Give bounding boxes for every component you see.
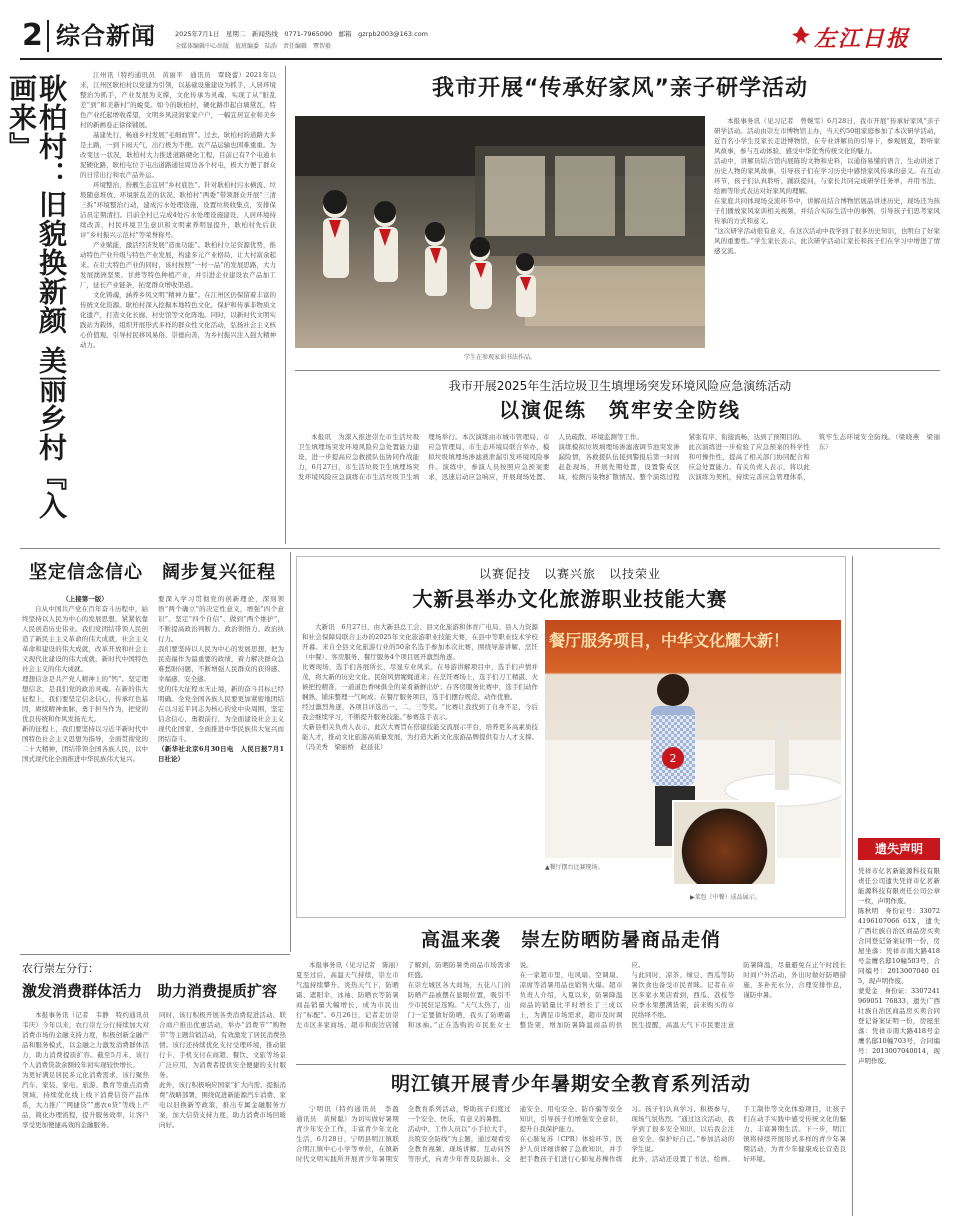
s5-photo2 (672, 800, 777, 886)
s2-headline: 我市开展“传承好家风”亲子研学活动 (432, 76, 808, 101)
s7-kicker: 农行崇左分行： (22, 962, 99, 975)
s8-headline: 明江镇开展青少年暑期安全教育系列活动 (390, 1073, 751, 1095)
notice-body: 凭祥市亿茗新能源科技有限责任公司遗失凭祥市亿茗新能源科技有限责任公司公章一枚，声明作废。 陈秋明 身份证号：330724196107066 61X，遗失广西壮族自治区商品房买卖合同登记备案证明一份，房屋坐落：凭祥市南大路418号金鹰名邸10幢503号，合同编号：2013007040 015，现声明作废。 蒙爱金 身份证：3307241969051 76833，遗失广西壮族自治区商品房买卖合同登记备案证明一份，房屋坐落：凭祥市南大路418号金鹰名邸10幢703号，合同编号：2013007040014，现声明作废。 (858, 867, 940, 1065)
paper-name: 左江日报 (814, 26, 911, 52)
s1-paragraph: 基建先行，畅通乡村发展“毛细血管”。过去，耿柏村的道路大多是土路，一到下雨天气，出行极为不便。农产品运输也困难重重。为改变这一状况，耿柏村大力推进道路硬化工程，目前已有7个屯通水泥硬化路，耿柏屯位于屯出道路通往周边各个村屯，极大方便了群众的日常出行和农产品外运。 (80, 131, 276, 179)
s5-caption2: ▶菜包（中餐）成品展示。 (690, 894, 761, 901)
section-divider (20, 548, 940, 549)
page-number: 2 (22, 18, 43, 53)
s3-kicker: 我市开展2025年生活垃圾卫生填埋场突发环境风险应急演练活动 (448, 379, 792, 393)
notice-title: 遗失声明 (858, 838, 940, 860)
s1-body (80, 70, 276, 540)
s7-headline: 激发消费群体活力 助力消费提质扩容 (22, 982, 278, 1000)
s7-body: 本报事务讯（记者 韦静 特约通讯员 韦庆）今年以来，农行崇左分行持续加大对消费市场的金融支持力度，积极创新金融产品和服务模式，以金融之力激发消费群体活力，助力消费提质扩容。截至5月末，该行个人消费贷款余额较年初实现较快增长。 为更好满足居民多元化消费需求，该行聚焦汽车、家装、家电、旅游、教育等重点消费领域，持续优化线上线下消费信贷产品体系，大力推广“网捷贷”“惠农e贷”等线上产品，简化办理流程，提升服务效率，让客户享受更加便捷高效的金融服务。 同时，该行积极开展各类消费促进活动，联合商户推出优惠活动，举办“消费节”“购物节”等主题营销活动，有效激发了居民消费热情。该行还持续优化支付受理环境，推动银行卡、手机支付在商超、餐饮、文旅等场景广泛应用，为消费者提供安全便捷的支付服务。 此外，该行积极响应国家“扩大内需、提振消费”战略部署，围绕促进新能源汽车消费、家电以旧换新等政策，推出专属金融服务方案，加大信贷支持力度，助力消费市场回暖向好。 (22, 1011, 286, 1129)
section-divider (296, 1064, 846, 1065)
s2-body: 本报事务讯（见习记者 曾婉雯）6月28日，我市开展“传承好家风”亲子研学活动。活动由崇左市博物馆主办，当天约50组家庭参加了本次研学活动，近百名小学生及家长走进博物馆，在专业讲解员的引导下，参观展览，聆听家风故事，参与互动体验，感受中华优秀传统文化的魅力。 活动中，讲解员结合馆内展陈的文物和史料，以通俗易懂的语言，生动讲述了历史人物的家风故事，引导孩子们在学习历史中感悟家风传承的意义。在互动环节，孩子们认真聆听、踊跃提问，与家长共同完成研学任务单，并用书法、绘画等形式表达对好家风的理解。 在家庭共同体现场交流环节中，讲解员结合博物馆展品讲述历史，现场还为孩子们播放家风家训相关视频，并结合实际生活中的事例，引导孩子们思考家风传承的方式和意义。 “这次研学活动很有意义，在这次活动中我学到了很多历史知识，也明白了好家风的重要性。”学生家长表示，此次研学活动让家长和孩子们在学习中增进了情感交流。 (714, 117, 940, 255)
s1-paragraph: 产业赋能，激活经济发展“造血功能”。耿柏村立足资源优势，推动特色产业升级与特色产业发展，构建多元产业格局，让大村富余起来。在壮大特色产业的同时，该村按照“一村一品”的发展思路，大力发展澳洲坚果、甘蔗等特色种植产业，并引进企业建设农产品加工厂，延长产业链条，拓宽群众增收渠道。 (80, 241, 276, 289)
column-divider (285, 66, 286, 544)
masthead-info-line2: 全媒体编辑中心出版 值班编委 陆浩 责任编辑 覃智毅 (175, 43, 332, 50)
masthead-info-line1: 2025年7月1日 星期二 新闻热线 0771-7965090 邮箱 gzrpb2003@163.com (175, 30, 429, 38)
column-divider (290, 552, 291, 952)
section-divider (20, 954, 290, 955)
masthead-rule (20, 58, 942, 60)
s1-paragraph: 江州讯（特约通讯员 黄丽平 通讯员 覃晓蕾）2021年以来，江州区耿柏村以党建为引领，以基础设施建设为抓手，人居环境整治为抓手，产业发展为支撑，文化传承为灵魂，实现了从“脏乱差”到“和美新村”的蜕变。如今的耿柏村，硬化路串起白墙黛瓦，特色产业托起增收希望，文明乡风浸润家家户户，一幅宜居宜业和美乡村的新画卷正徐徐铺展。 (80, 71, 276, 129)
page-number-divider (47, 20, 49, 52)
s3-body: 本报讯 为深入推进崇左市生活垃圾卫生填埋场突发环境风险应急处置能力建设，进一步提高应急救援队伍协同作战能力，6月27日，市生活垃圾卫生填埋场突发环境风险应急演练在市生活垃圾卫生填埋场举行。本次演练由市城市管理局、市应急管理局、市生态环境局联合举办，模拟垃圾填埋场渗滤液泄漏引发环境风险事件。演练中，参演人员按照应急预案要求，迅速启动应急响应，开展现场处置、人员疏散、环境监测等工作。 演练模拟垃圾填埋场渗滤液调节池突发渗漏险情，各救援队伍接到警报后第一时间赶赴现场，开展先期处置，设置警戒区域，检测污染物扩散情况。整个演练过程紧张有序、衔接流畅，达到了预期目的。 此次演练进一步检验了应急预案的科学性和可操作性，提高了相关部门协同配合和应急处置能力。有关负责人表示，将以此次演练为契机，持续完善应急管理体系，筑牢生态环境安全防线。（梁晓燕 梁丽东） (298, 433, 940, 481)
s4-author: （上接第一版） (62, 595, 108, 603)
s6-headline: 高温来袭 崇左防晒防暑商品走俏 (420, 929, 721, 951)
s1-paragraph: 文化铸魂，涵养乡风文明“精神力量”。在江州区仍保留着丰富的传统文化资源。耿柏村深入挖掘本地特色文化，保护和传承非物质文化遗产，打造文化长廊、村史馆等文化阵地。同时，以新时代文明实践站为载体，组织开展形式多样的群众性文化活动，弘扬社会主义核心价值观，引导村民移风易俗、崇德向善，为乡村振兴注入强大精神动力。 (80, 291, 276, 349)
masthead (0, 0, 960, 62)
s4-source: （新华社北京6月30日电 人民日报7月1日社论） (158, 745, 284, 763)
s5-kicker: 以赛促技 以赛兴旅 以技荣业 (478, 567, 661, 581)
s5-headline: 大新县举办文化旅游职业技能大赛 (412, 587, 728, 611)
s3-headline: 以演促练 筑牢安全防线 (499, 398, 741, 422)
column-divider (852, 556, 853, 1216)
s6-body: 本报事务讯（见习记者 陈丽）夏至过后，高温天气持续，崇左市气温持续攀升。炎热天气下，防晒霜、遮阳伞、冰袖、防晒衣等防暑商品销量大幅增长，成为市民出行“标配”。6月26日，记者走访崇左市区多家商场、超市和街边店铺了解到，防晒防暑类商品市场需求旺盛。 在崇左城区各大商场，五花八门的防晒产品被摆在显眼位置，吸引不少市民驻足选购。“天气太热了，出门一定要做好防晒，我买了防晒霜和冰袖。”正在选购的市民张女士说。 在一家超市里，电风扇、空调扇、凉席等消暑用品也销售火爆。超市负责人介绍，入夏以来，防暑降温商品的销量比平时增长了三成以上，为满足市场需求，超市及时调整货架，增加防暑降温商品的供应。 与此同时，凉茶、绿豆、西瓜等防暑饮食也备受市民青睐。记者在市区多家水果店看到，西瓜、荔枝等应季水果摆满货架，前来购买的市民络绎不绝。 医生提醒，高温天气下市民要注意防暑降温，尽量避免在正午时段长时间户外活动，外出时做好防晒措施，多补充水分，合理安排作息，谨防中暑。 (296, 961, 846, 1029)
s2-photo-caption: 学生在参观家训书法作品。 (463, 354, 536, 361)
s5-banner-text: 餐厅服务项目，中华文化耀大新！ (549, 631, 790, 650)
s2-photo (295, 116, 705, 348)
s5-body: 大新讯 6月27日，由大新县总工会、县文化旅游和体育广电局、县人力资源和社会保障局联合主办的2025年文化旅游职业技能大赛，在县中等职业技术学校开幕。来自全县文化旅游行业的50余名选手参加本次比赛，围绕导游讲解、烹饪（中餐）、客房服务、餐厅服务4个项目展开激烈角逐。 比赛现场，选手们各展所长、尽显专业风采。在导游讲解项目中，选手们声情并茂，将大新的历史文化、民俗风情娓娓道来；在烹饪赛场上，选手们刀工精湛、火候把控精准，一道道色香味俱全的菜肴新鲜出炉；在客房服务比赛中，选手们动作娴熟，铺床整理一气呵成；在餐厅服务项目，选手们摆台规范、动作优雅。 经过激烈角逐，各项目评选出一、二、三等奖。“比赛让我找到了自身不足，今后我会继续学习，不断提升服务技能。”参赛选手表示。 大新县相关负责人表示，此次大赛旨在搭建技能交流展示平台，培养更多高素质技能人才，推动文化旅游高质量发展，为打造大新文化旅游品牌提供有力人才支撑。（冯美秀 梁丽桥 赵延花） (302, 623, 538, 751)
section-title: 综合新闻 (56, 22, 156, 50)
s4-body (22, 594, 284, 944)
s1-paragraph: 环境整治，扮靓生态宜居“乡村底色”。针对耿柏村污水横流、垃圾随意堆放、环境脏乱差的状况，耿柏村“两委”带领群众开展“三清三拆”环境整治行动，建成污水处理设施，设置垃圾收集点，安排保洁员定期清扫。目前全村已完成4处污水处理设施建设、人居环境持续改善，村民环境卫生意识和文明素养明显提升，耿柏村先后获评“乡村振兴示范村”等荣誉称号。 (80, 181, 276, 239)
paper-logo-icon (790, 24, 812, 46)
s8-body: 宁明讯（特约通讯员 李盈 通讯员 黄树聪）为切实做好暑期青少年安全工作，丰富青少年文化生活，6月28日，宁明县明江镇联合明江镇中心小学等单位，在镇新时代文明实践所开展青少年暑期安全教育系列活动，帮助孩子们度过一个安全、快乐、有意义的暑假。 活动中，工作人员以“小手拉大手，共筑安全防线”为主题，通过观看安全教育视频、现场讲解、互动问答等形式，向青少年普及防溺水、交通安全、用电安全、防诈骗等安全知识，引导孩子们增强安全意识，提升自我保护能力。 在心肺复苏（CPR）体验环节，医护人员详细讲解了急救知识，并手把手教孩子们进行心肺复苏操作练习。孩子们认真学习、积极参与，现场气氛热烈。“通过这次活动，我学到了很多安全知识，以后我会注意安全，保护好自己。”参加活动的学生说。 此外，活动还设置了书法、绘画、手工制作等文化体验项目，让孩子们在动手实践中感受传统文化的魅力，丰富暑期生活。下一步，明江镇将持续开展形式多样的青少年暑期活动，为青少年健康成长营造良好环境。 (296, 1105, 846, 1163)
section-divider (295, 370, 940, 371)
s4-text: 自从中国共产党在百年奋斗历程中，始终坚持以人民为中心的发展思想，紧紧依靠人民创造历史伟业。我们党团结带领人民创造了新民主主义革命的伟大成就，社会主义革命和建设的伟大成就，改革开放和社会主义现代化建设的伟大成就，新时代中国特色社会主义的伟大成就。 理想信念是共产党人精神上的“钙”。坚定理想信念，是我们党的政治灵魂。在新的伟大征程上，我们要坚定信念信心，传承红色基因，赓续精神血脉，勇于担当作为，把党的优良传统和作风发扬光大。 新的征程上，我们要坚持以习近平新时代中国特色社会主义思想为指导，全面贯彻党的二十大精神，团结带领全国各族人民，以中国式现代化全面推进中华民族伟大复兴。 要深入学习贯彻党的创新理论，深刻领悟“两个确立”的决定性意义，增强“四个意识”、坚定“四个自信”、做到“两个维护”，不断提高政治判断力、政治领悟力、政治执行力。 我们要坚持以人民为中心的发展思想，把为民造福作为最重要的政绩，着力解决群众急难愁盼问题，不断增强人民群众的获得感、幸福感、安全感。 党的伟大征程永无止境，新的奋斗目标已经明确。全党全国各族人民要更加紧密地团结在以习近平同志为核心的党中央周围，坚定信念信心，勇毅前行，为全面建设社会主义现代化国家、全面推进中华民族伟大复兴而团结奋斗。 (22, 595, 284, 763)
s4-headline: 坚定信念信心 阔步复兴征程 (29, 562, 276, 583)
s5-caption1: ▲餐厅摆台比赛现场。 (545, 864, 604, 871)
s1-headline: 耿柏村：旧貌换新颜 美丽乡村『入画来』 (5, 74, 68, 520)
svg-text:2: 2 (669, 752, 677, 765)
